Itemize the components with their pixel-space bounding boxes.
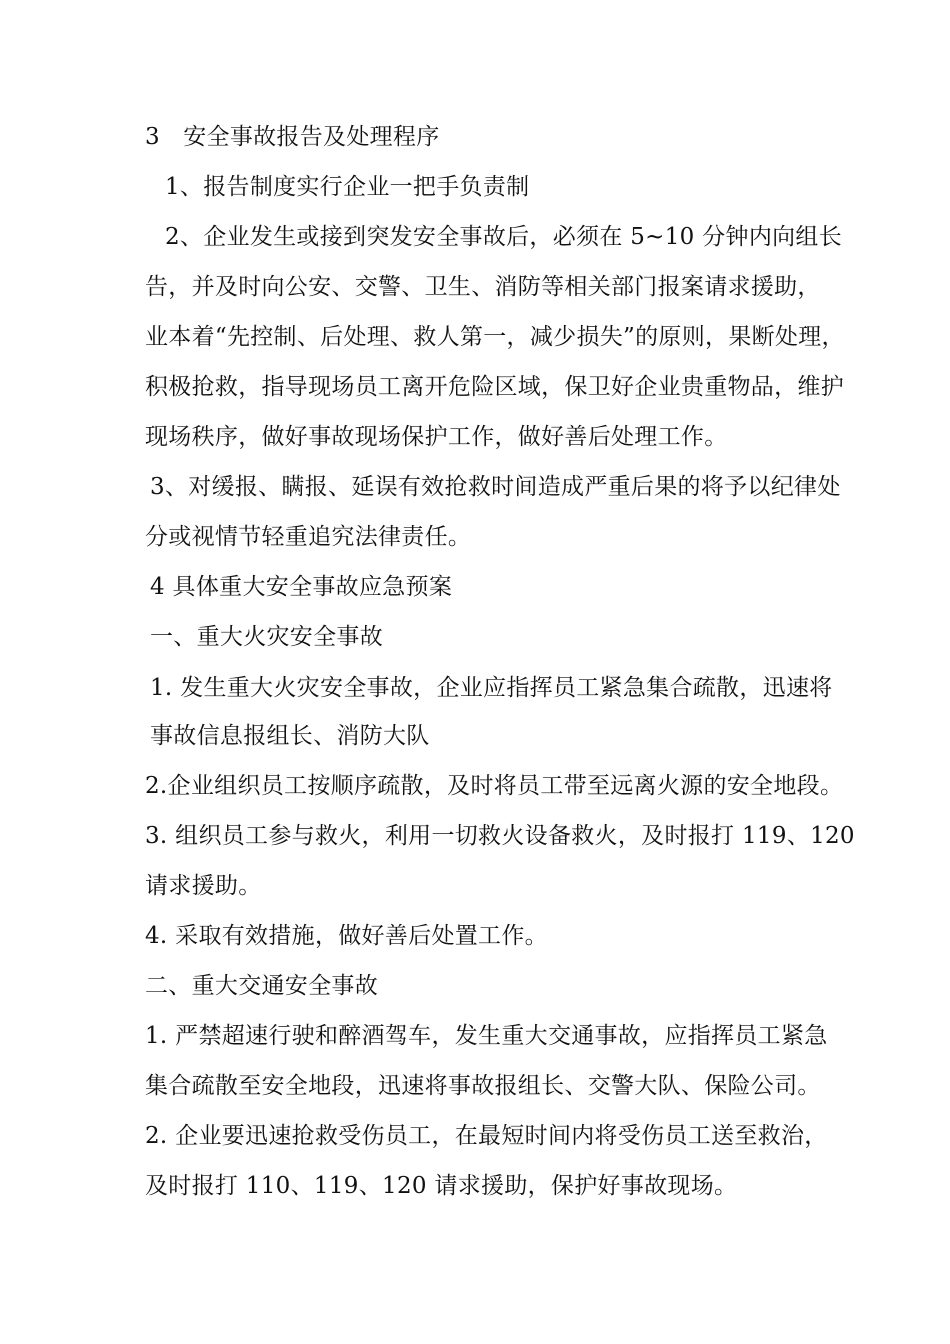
paragraph-line: 业本着“先控制、后处理、救人第一，减少损失”的原则，果断处理， — [145, 324, 845, 350]
list-item-continuation: 集合疏散至安全地段，迅速将事故报组长、交警大队、保险公司。 — [145, 1073, 821, 1099]
list-item: 2. 企业要迅速抢救受伤员工，在最短时间内将受伤员工送至救治， — [145, 1123, 828, 1149]
section-heading-4: 4 具体重大安全事故应急预案 — [150, 574, 453, 600]
subsection-heading-fire: 一、重大火灾安全事故 — [150, 624, 383, 650]
list-item: 1. 发生重大火灾安全事故，企业应指挥员工紧急集合疏散，迅速将 — [150, 675, 833, 701]
paragraph-line: 2、企业发生或接到突发安全事故后，必须在 5~10 分钟内向组长 — [165, 224, 843, 250]
paragraph-line: 分或视情节轻重追究法律责任。 — [145, 524, 472, 550]
subsection-heading-traffic: 二、重大交通安全事故 — [145, 973, 378, 999]
list-item: 2.企业组织员工按顺序疏散，及时将员工带至远离火源的安全地段。 — [145, 773, 844, 799]
list-item-continuation: 请求援助。 — [145, 873, 262, 899]
list-item: 1. 严禁超速行驶和醉酒驾车，发生重大交通事故，应指挥员工紧急 — [145, 1023, 828, 1049]
list-item: 3. 组织员工参与救火，利用一切救火设备救火，及时报打 119、120 — [145, 823, 855, 849]
list-item-continuation: 及时报打 110、119、120 请求援助，保护好事故现场。 — [145, 1173, 738, 1199]
section-heading-3: 3 安全事故报告及处理程序 — [145, 124, 440, 150]
paragraph-line: 现场秩序，做好事故现场保护工作，做好善后处理工作。 — [145, 424, 728, 450]
paragraph-line: 1、报告制度实行企业一把手负责制 — [165, 174, 530, 200]
list-item: 4. 采取有效措施，做好善后处置工作。 — [145, 923, 548, 949]
paragraph-line: 积极抢救，指导现场员工离开危险区域，保卫好企业贵重物品，维护 — [145, 374, 844, 400]
list-item-continuation: 事故信息报组长、消防大队 — [150, 723, 430, 749]
paragraph-line: 告，并及时向公安、交警、卫生、消防等相关部门报案请求援助， — [145, 274, 821, 300]
paragraph-line: 3、对缓报、瞒报、延误有效抢救时间造成严重后果的将予以纪律处 — [150, 474, 841, 500]
